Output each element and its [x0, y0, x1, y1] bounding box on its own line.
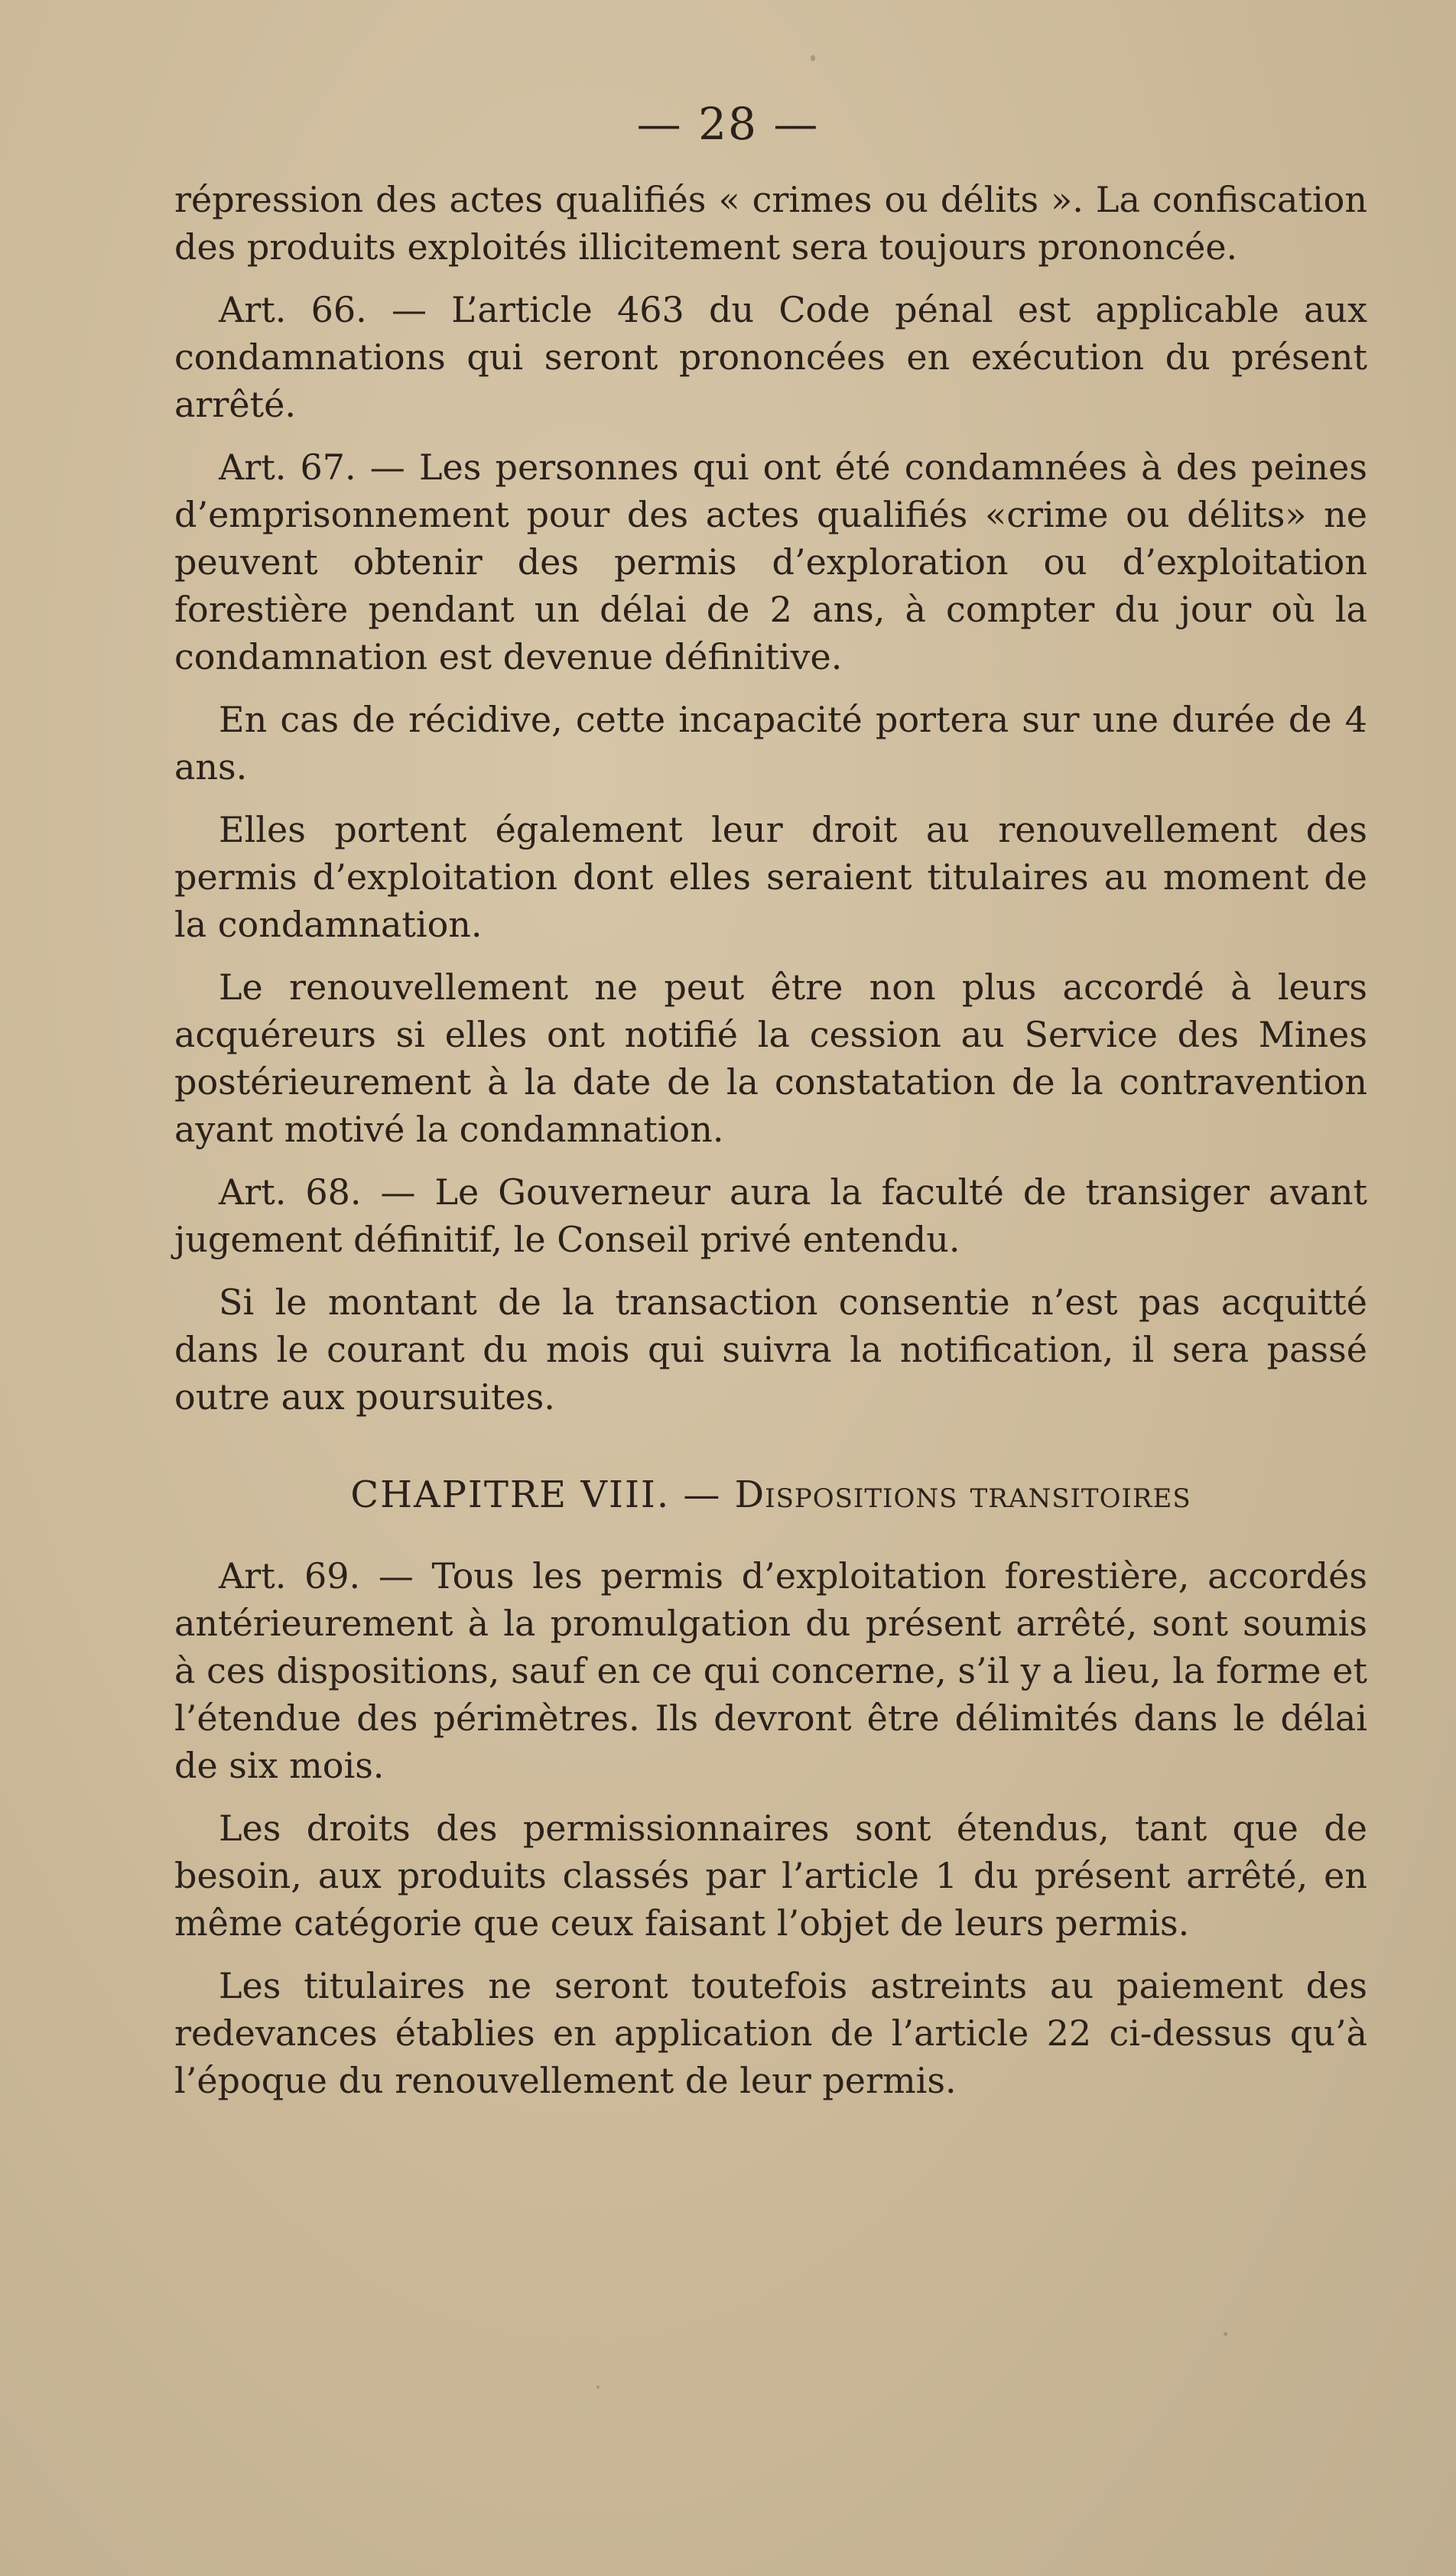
paragraph: Si le montant de la transaction consentie n’est pas acquitté dans le courant du mois qui suivra la notification, il sera passé outre aux poursuites.	[174, 1282, 1367, 1418]
paragraph: Le renouvellement ne peut être non plus accordé à leurs acquéreurs si elles ont notifié la cession au Service des Mines postérieurement à la date de la constatation de la contravention ayant motivé la condamnation.	[174, 966, 1367, 1150]
paragraph-article-67: Art. 67. — Les personnes qui ont été condamnées à des peines d’emprisonnement pour des actes qualifiés «crime ou délits» ne peuvent obtenir des permis d’exploration ou d’exploitation forestière pendant un délai de 2 ans, à compter du jour où la condamnation est devenue définitive.	[174, 447, 1367, 677]
paragraph: Les titulaires ne seront toutefois astreints au paiement des redevances établies en application de l’article 22 ci-dessus qu’à l’époque du renouvellement de leur permis.	[174, 1965, 1367, 2101]
paper-speck	[1224, 2332, 1227, 2336]
chapter-title: Dispositions transitoires	[734, 1473, 1191, 1516]
paragraph: Elles portent également leur droit au renouvellement des permis d’exploitation dont elles seraient titulaires au moment de la condamnation.	[174, 809, 1367, 945]
chapter-number: CHAPITRE VIII.	[350, 1473, 671, 1516]
page-number: — 28 —	[636, 98, 820, 150]
paper-speck	[811, 55, 815, 61]
paragraph-article-68: Art. 68. — Le Gouverneur aura la faculté de transiger avant jugement définitif, le Conseil privé entendu.	[174, 1171, 1367, 1260]
paragraph: En cas de récidive, cette incapacité portera sur une durée de 4 ans.	[174, 699, 1367, 788]
paragraph: Les droits des permissionnaires sont étendus, tant que de besoin, aux produits classés par l’article 1 du présent arrêté, en même catégorie que ceux faisant l’objet de leurs permis.	[174, 1808, 1367, 1944]
paper-speck	[596, 2386, 600, 2389]
body-text	[174, 176, 1367, 2120]
chapter-dash: —	[683, 1473, 722, 1516]
paragraph: répression des actes qualifiés « crimes ou délits ». La confiscation des produits exploités illicitement sera toujours prononcée.	[174, 179, 1367, 268]
paragraph-article-66: Art. 66. — L’article 463 du Code pénal est applicable aux condamnations qui seront prononcées en exécution du présent arrêté.	[174, 289, 1367, 425]
chapter-heading	[174, 1471, 1367, 1519]
paragraph-article-69: Art. 69. — Tous les permis d’exploitation forestière, accordés antérieurement à la promulgation du présent arrêté, sont soumis à ces dispositions, sauf en ce qui concerne, s’il y a lieu, la forme et l’étendue des périmètres. Ils devront être délimités dans le délai de six mois.	[174, 1555, 1367, 1786]
